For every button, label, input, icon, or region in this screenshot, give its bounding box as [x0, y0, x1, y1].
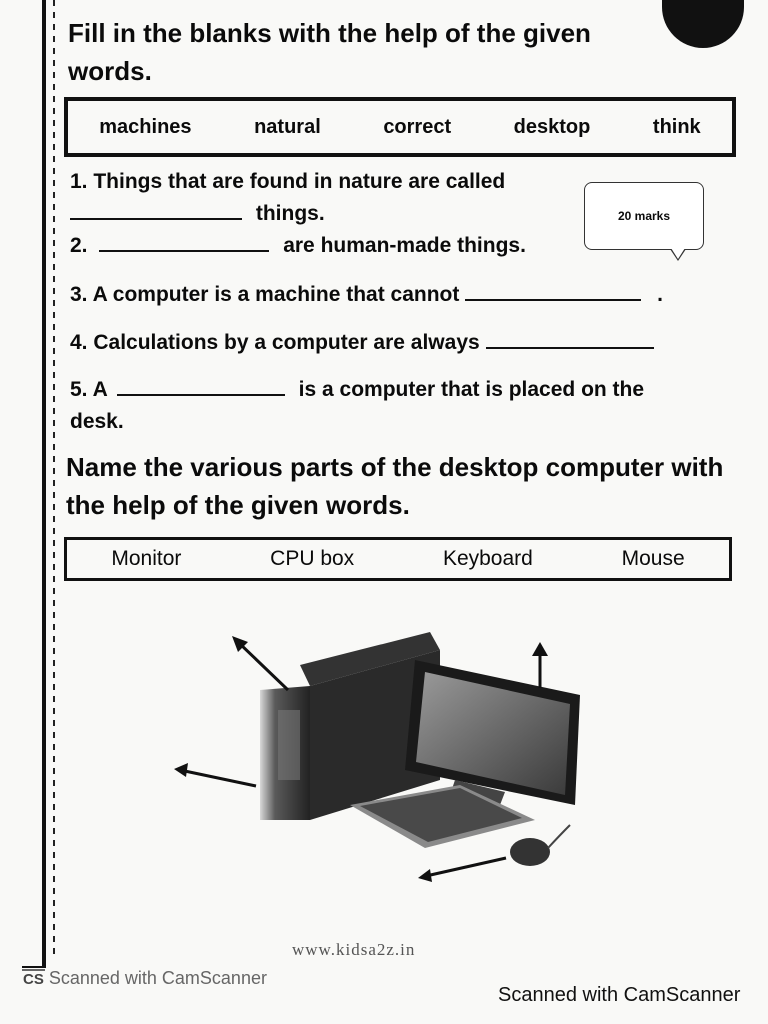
- word-bank-item: CPU box: [270, 547, 355, 570]
- question-1: [70, 165, 505, 198]
- corner-ink-mark: [662, 0, 744, 48]
- question-text: A: [92, 378, 107, 401]
- section2-heading: Name the various parts of the desktop computer with the help of the given words.: [66, 452, 724, 520]
- question-number: 3.: [70, 283, 88, 306]
- answer-blank[interactable]: [465, 279, 641, 301]
- word-bank-item: Mouse: [621, 547, 685, 570]
- word-bank-item: Monitor: [111, 547, 182, 570]
- answer-blank[interactable]: [486, 327, 654, 349]
- question-text: A computer is a machine that cannot: [92, 283, 460, 306]
- desktop-computer-illustration-icon: [160, 620, 600, 900]
- answer-blank[interactable]: [99, 230, 269, 252]
- question-number: 1.: [70, 170, 88, 193]
- camscanner-footer: Scanned with CamScanner: [498, 984, 741, 1006]
- word-bank-item: machines: [99, 115, 192, 138]
- question-2: [70, 229, 526, 262]
- speech-bubble-icon: [670, 249, 686, 261]
- word-bank-item: natural: [254, 115, 321, 138]
- question-text: Things that are found in nature are called: [93, 170, 506, 193]
- answer-blank[interactable]: [117, 374, 285, 396]
- marks-callout: [584, 182, 704, 250]
- question-text: Calculations by a computer are always: [93, 331, 480, 354]
- answer-blank[interactable]: [70, 198, 242, 220]
- question-number: 5.: [70, 378, 88, 401]
- camscanner-label: Scanned with CamScanner: [48, 968, 267, 988]
- question-number: 4.: [70, 331, 88, 354]
- source-website-watermark: www.kidsa2z.in: [292, 940, 416, 959]
- question-1-line2: [70, 197, 325, 230]
- word-bank-2: [64, 537, 732, 581]
- monitor-icon: [405, 660, 580, 805]
- question-4: [70, 326, 654, 359]
- word-bank-item: desktop: [513, 115, 591, 138]
- camscanner-stamp: [22, 968, 267, 989]
- question-text: things.: [255, 202, 325, 225]
- question-text: are human-made things.: [283, 234, 526, 257]
- question-3: [70, 278, 663, 311]
- word-bank-item: think: [652, 115, 701, 138]
- camscanner-logo-icon: CS: [23, 971, 44, 988]
- question-5-line2: [70, 405, 124, 438]
- question-number: 2.: [70, 234, 88, 257]
- section1-heading: Fill in the blanks with the help of the given words.: [68, 18, 591, 86]
- left-margin-dashes: [53, 0, 55, 960]
- question-text: .: [657, 283, 663, 306]
- left-margin-line: [42, 0, 46, 968]
- word-bank-item: correct: [383, 115, 452, 138]
- question-5: [70, 373, 644, 406]
- mouse-icon: [510, 825, 570, 866]
- question-text: is a computer that is placed on the: [298, 378, 645, 401]
- word-bank-item: Keyboard: [442, 547, 533, 570]
- word-bank-1: [64, 97, 736, 157]
- marks-label: 20 marks: [617, 209, 671, 223]
- question-text: desk.: [70, 410, 124, 433]
